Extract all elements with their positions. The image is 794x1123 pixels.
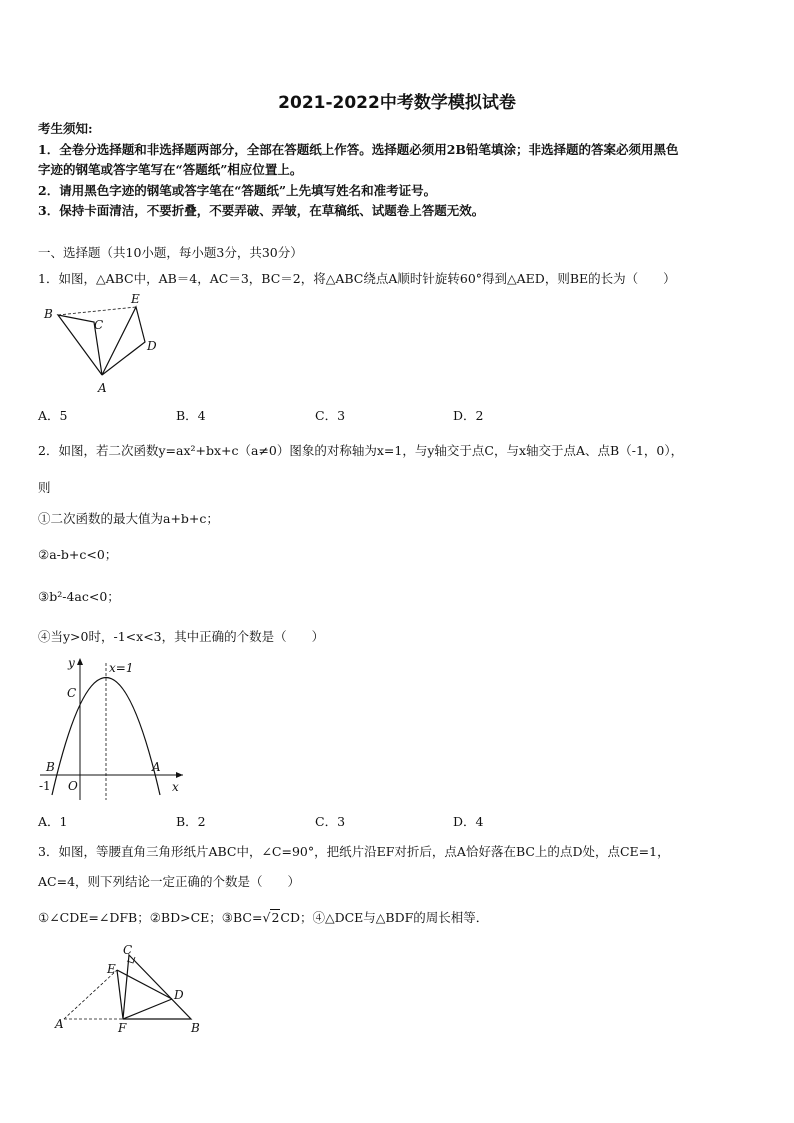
- page-title: 2021-2022中考数学模拟试卷: [278, 93, 516, 113]
- label-origin: O: [68, 779, 78, 793]
- label-f: F: [118, 1021, 127, 1035]
- label-a: A: [55, 1017, 64, 1031]
- label-e: E: [107, 962, 116, 976]
- sqrt-symbol: √2: [262, 910, 280, 925]
- notice-item-2: 2．请用黑色字迹的钢笔或答字笔在“答题纸”上先填写姓名和准考证号。: [38, 183, 437, 198]
- q2-choice-b[interactable]: B．2: [176, 814, 206, 829]
- q3-conclusions: [38, 910, 488, 926]
- label-a: A: [152, 760, 161, 774]
- triangle-cbf: [123, 955, 191, 1019]
- x-axis-arrow: [176, 772, 183, 778]
- q2-choice-a[interactable]: A．1: [38, 814, 68, 829]
- q1-stem: 1．如图，△ABC中，AB＝4，AC＝3，BC＝2，将△ABC绕点A顺时针旋转60°得到△AED，则BE的长为（ ）: [38, 271, 676, 286]
- q2-statement-3: ③b²-4ac<0；: [38, 589, 120, 604]
- q1-choice-a[interactable]: A．5: [38, 408, 68, 423]
- label-x: x: [172, 780, 179, 794]
- be-dashed-line: [58, 307, 136, 315]
- notice-item-3: 3．保持卡面清洁，不要折叠，不要弄破、弄皱，在草稿纸、试题卷上答题无效。: [38, 203, 485, 218]
- q3-stem-cont: AC=4，则下列结论一定正确的个数是（ ）: [38, 874, 301, 889]
- label-b: B: [46, 760, 55, 774]
- label-x-equals-1: x=1: [109, 661, 134, 675]
- label-c: C: [123, 944, 133, 957]
- notice-item-1: 1．全卷分选择题和非选择题两部分，全部在答题纸上作答。选择题必须用2B铅笔填涂；非选择题的答案必须用黑色: [38, 142, 679, 157]
- label-b: B: [191, 1021, 200, 1035]
- q2-statement-2: ②a-b+c<0；: [38, 547, 118, 562]
- label-d: D: [147, 339, 157, 353]
- q2-statement-4: ④当y>0时，-1<x<3，其中正确的个数是（ ）: [38, 629, 325, 644]
- q2-stem: 2．如图，若二次函数y=ax²+bx+c（a≠0）图象的对称轴为x=1，与y轴交于点C，与x轴交于点A、点B（-1，0），: [38, 443, 684, 458]
- q1-figure: [38, 292, 168, 398]
- label-c: C: [94, 318, 104, 332]
- fold-line-ef: [117, 970, 123, 1019]
- q3-stem: 3．如图，等腰直角三角形纸片ABC中，∠C=90°，把纸片沿EF对折后，点A恰好落在BC上的点D处，点CE=1，: [38, 844, 670, 859]
- q2-statement-1: ①二次函数的最大值为a+b+c；: [38, 511, 219, 526]
- notice-item-1-cont: 字迹的钢笔或答字笔写在“答题纸”相应位置上。: [38, 162, 303, 177]
- q3-figure: [50, 944, 210, 1039]
- label-y: y: [68, 656, 75, 670]
- q3-conclusions-pre: ①∠CDE=∠DFB；②BD>CE；③BC=: [38, 910, 263, 925]
- ae-dashed-line: [64, 970, 117, 1019]
- q2-choice-c[interactable]: C．3: [315, 814, 346, 829]
- triangle-aed: [102, 307, 145, 375]
- q2-stem-cont: 则: [38, 480, 51, 495]
- notice-heading: 考生须知:: [38, 121, 93, 136]
- label-c: C: [67, 686, 77, 700]
- q1-choice-d[interactable]: D．2: [453, 408, 484, 423]
- label-d: D: [174, 988, 184, 1002]
- label-neg1: -1: [39, 779, 51, 793]
- label-a: A: [98, 381, 107, 395]
- q1-choice-c[interactable]: C．3: [315, 408, 346, 423]
- q2-graph: [38, 655, 188, 800]
- label-b: B: [44, 307, 53, 321]
- y-axis-arrow: [77, 658, 83, 665]
- label-e: E: [131, 292, 140, 306]
- segment-fd: [123, 999, 172, 1019]
- q1-choice-b[interactable]: B．4: [176, 408, 206, 423]
- q2-choice-d[interactable]: D．4: [453, 814, 484, 829]
- q3-conclusions-post: CD；④△DCE与△BDF的周长相等．: [280, 910, 489, 925]
- sqrt-radicand: 2: [271, 910, 280, 925]
- section-heading: 一、选择题（共10小题，每小题3分，共30分）: [38, 245, 303, 260]
